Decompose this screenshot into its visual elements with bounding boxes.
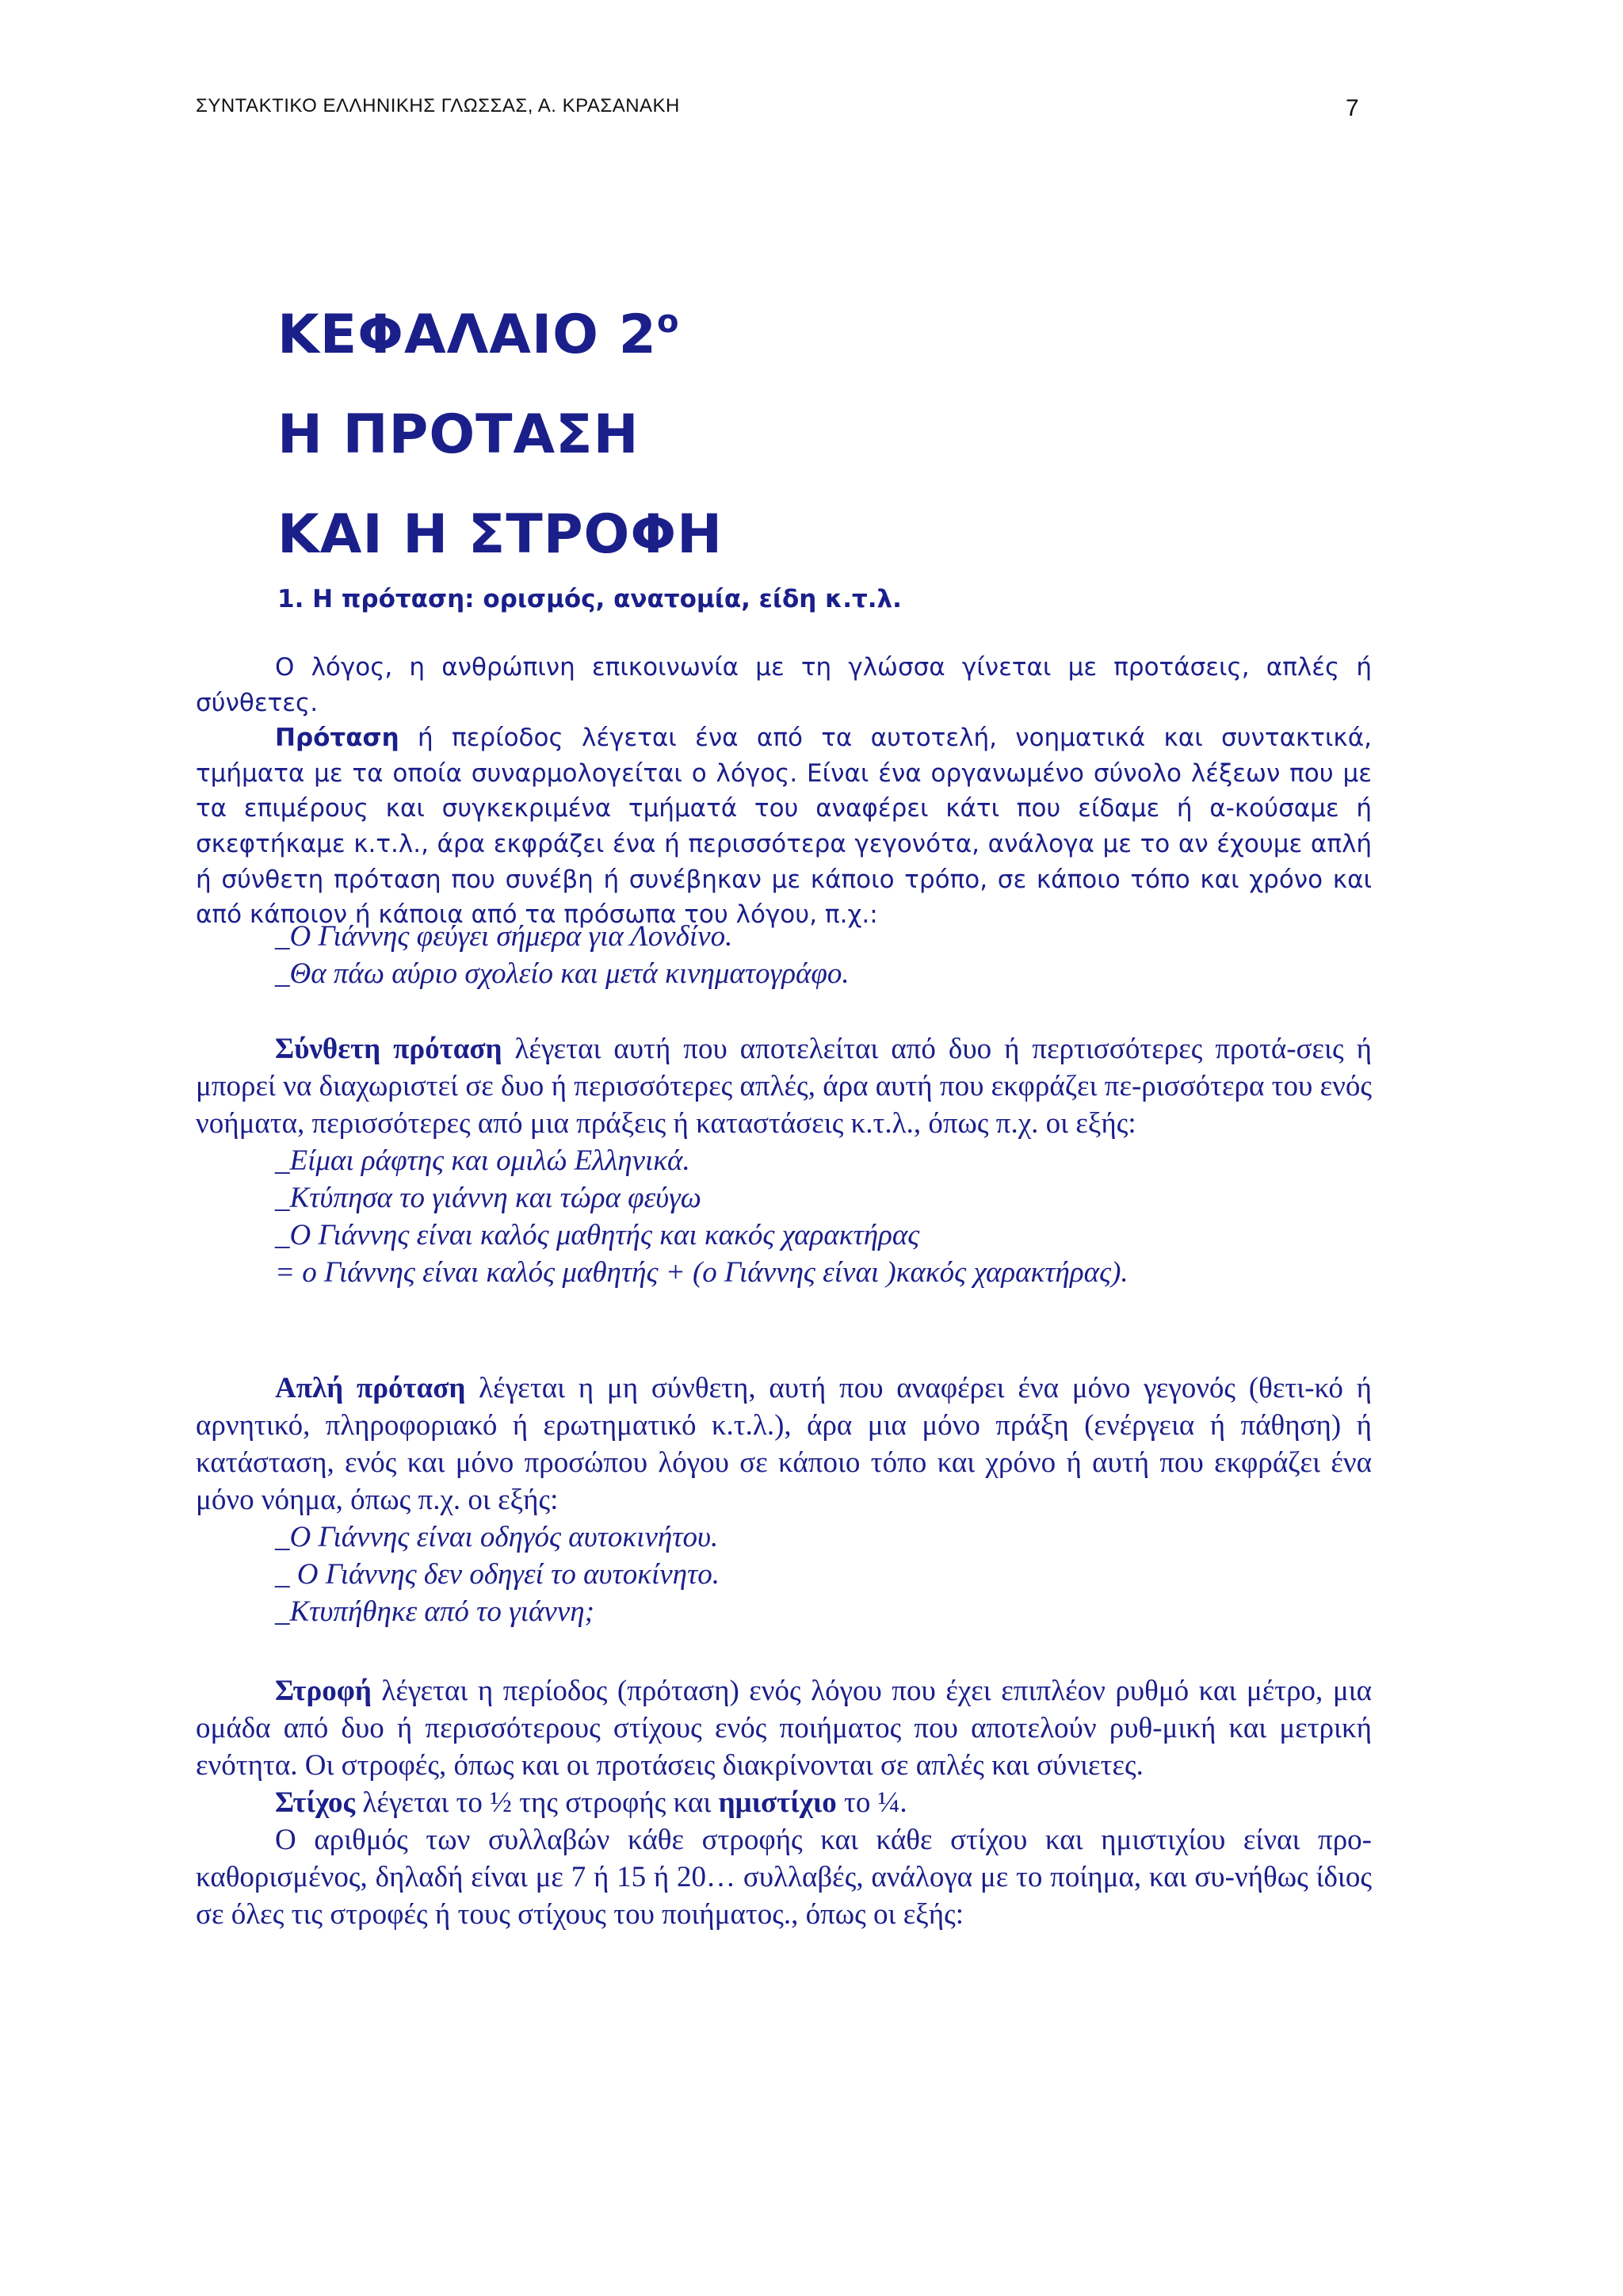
chapter-title-line-2: Η ΠΡΟΤΑΣΗ	[277, 403, 640, 466]
verse-paragraph	[196, 1784, 1372, 1821]
compound-sentence-paragraph	[196, 1030, 1372, 1142]
intro-paragraph-2-text: ή περίοδος λέγεται ένα από τα αυτοτελή, νοηματικά και συντακτικά, τμήματα με τα οποία συναρμολογείται ο λόγος. Είναι ένα οργανωμένο σύνολο λέξεων που με τα επιμέρους και συγκεκριμένα τμήματά του αναφέρει κάτι που είδαμε ή α-κούσαμε ή σκεφτήκαμε κ.τ.λ., άρα εκφράζει ένα ή περισσότερα γεγονότα, ανάλογα με το αν έχουμε απλή ή σύνθετη πρόταση που συνέβη ή συνέβηκαν με κάποιο τρόπο, σε κάποιο τόπο και χρόνο και από κάποιον ή κάποια από τα πρόσωπα του λόγου, π.χ.:	[196, 724, 1372, 930]
verse-text-b: το ¼.	[836, 1786, 907, 1819]
intro-paragraph-1: Ο λόγος, η ανθρώπινη επικοινωνία με τη γλώσσα γίνεται με προτάσεις, απλές ή σύνθετες.	[196, 653, 1372, 717]
intro-block	[196, 650, 1372, 933]
section-heading: 1. Η πρόταση: ορισμός, ανατομία, είδη κ.τ.λ.	[277, 585, 902, 613]
stanza-text: λέγεται η περίοδος (πρόταση) ενός λόγου που έχει επιπλέον ρυθμό και μέτρο, μια ομάδα από δυο ή περισσότερους στίχους ενός ποιήματος που αποτελούν ρυθ-μική και μετρική ενότητα. Οι στροφές, όπως και οι προτάσεις διακρίνονται σε απλές και σύνιετες.	[196, 1675, 1372, 1782]
example-line: = ο Γιάννης είναι καλός μαθητής + (ο Γιάννης είναι )κακός χαρακτήρας).	[275, 1256, 1128, 1289]
stanza-paragraph	[196, 1672, 1372, 1784]
example-line: _Ο Γιάννης είναι καλός μαθητής και κακός χαρακτήρας	[275, 1219, 920, 1251]
term-protasi: Πρόταση	[275, 724, 399, 753]
example-line: _Κτύπησα το γιάννη και τώρα φεύγω	[275, 1182, 701, 1214]
simple-sentence-block	[196, 1370, 1372, 1630]
chapter-number-text: ΚΕΦΑΛΑΙΟ 2	[277, 304, 657, 366]
simple-sentence-paragraph	[196, 1370, 1372, 1519]
term-apli-protasi: Απλή πρόταση	[275, 1372, 466, 1404]
compound-sentence-block	[196, 1030, 1372, 1291]
example-line: _Ο Γιάννης φεύγει σήμερα για Λονδίνο.	[275, 920, 733, 953]
term-syntheti-protasi: Σύνθετη πρόταση	[275, 1033, 502, 1065]
chapter-title	[277, 285, 723, 585]
page-number: 7	[1346, 95, 1359, 121]
simple-sentence-text: λέγεται η μη σύνθετη, αυτή που αναφέρει ένα μόνο γεγονός (θετι-κό ή αρνητικό, πληροφοριακό ή ερωτηματικό κ.τ.λ.), άρα μια μόνο πράξη (ενέργεια ή πάθηση) ή κατάσταση, ενός και μόνο προσώπου λόγου σε κάποιο τόπο και χρόνο ή αυτή που εκφράζει ένα μόνο νόημα, όπως π.χ. οι εξής:	[196, 1372, 1372, 1516]
term-imistichio: ημιστίχιο	[718, 1786, 837, 1819]
example-line: _Ο Γιάννης είναι οδηγός αυτοκινήτου.	[275, 1521, 719, 1553]
chapter-title-line-1	[277, 285, 723, 385]
stanza-block	[196, 1672, 1372, 1933]
syllables-paragraph: Ο αριθμός των συλλαβών κάθε στροφής και κάθε στίχου και ημιστιχίου είναι προ-καθορισμένος, δηλαδή είναι με 7 ή 15 ή 20… συλλαβές, ανάλογα με το ποίημα, και συ-νήθως ίδιος σε όλες τις στροφές ή τους στίχους του ποιήματος., όπως οι εξής:	[196, 1824, 1372, 1931]
running-header: ΣΥΝΤΑΚΤΙΚΟ ΕΛΛΗΝΙΚΗΣ ΓΛΩΣΣΑΣ, Α. ΚΡΑΣΑΝΑΚΗ	[196, 95, 680, 117]
intro-paragraph-2	[196, 720, 1372, 933]
example-line: _ Ο Γιάννης δεν οδηγεί το αυτοκίνητο.	[275, 1558, 720, 1591]
example-line: _Κτυπήθηκε από το γιάννη;	[275, 1595, 594, 1628]
example-line: _Είμαι ράφτης και ομιλώ Ελληνικά.	[275, 1144, 690, 1177]
intro-examples	[196, 918, 1372, 992]
compound-sentence-text: λέγεται αυτή που αποτελείται από δυο ή περτισσότερες προτά-σεις ή μπορεί να διαχωριστεί σε δυο ή περισσότερες απλές, άρα αυτή που εκφράζει πε-ρισσότερα του ενός νοήματα, περισσότερες από μια πράξεις ή καταστάσεις κ.τ.λ., όπως π.χ. οι εξής:	[196, 1033, 1372, 1140]
example-line: _Θα πάω αύριο σχολείο και μετά κινηματογράφο.	[275, 957, 850, 990]
chapter-title-line-3: ΚΑΙ Η ΣΤΡΟΦΗ	[277, 503, 724, 566]
term-stichos: Στίχος	[275, 1786, 356, 1819]
verse-text-a: λέγεται το ½ της στροφής και	[355, 1786, 719, 1819]
chapter-ordinal-sup: ο	[656, 304, 680, 340]
term-strofi: Στροφή	[275, 1675, 372, 1707]
